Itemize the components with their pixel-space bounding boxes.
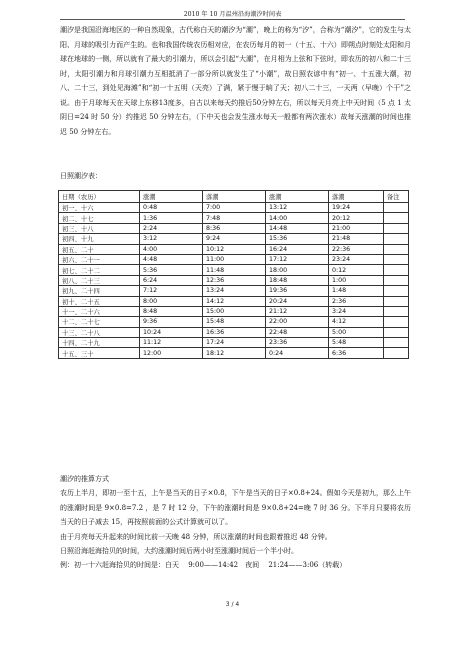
- table-header-row: [59, 191, 409, 203]
- cell-low-tide-1: 8:36: [203, 223, 266, 233]
- method-example: 例：初一十六赶海拾贝的时间是：白天 9:00——14:42 夜间 21:24——3:06（转载）: [60, 561, 347, 570]
- header-date: 日期（农历）: [59, 191, 140, 203]
- cell-notes: [384, 265, 409, 275]
- cell-notes: [384, 286, 409, 296]
- cell-notes: [384, 223, 409, 233]
- cell-low-tide-2: 4:12: [329, 317, 384, 327]
- cell-date: 初五、二十: [59, 244, 140, 254]
- cell-notes: [384, 296, 409, 306]
- cell-notes: [384, 244, 409, 254]
- table-row: [59, 244, 409, 254]
- cell-notes: [384, 203, 409, 213]
- cell-date: 初二、十七: [59, 213, 140, 223]
- cell-high-tide-1: 5:36: [140, 265, 203, 275]
- tide-table: [58, 190, 409, 359]
- cell-high-tide-1: 11:12: [140, 338, 203, 348]
- cell-high-tide-1: 8:48: [140, 306, 203, 316]
- cell-high-tide-2: 15:36: [266, 234, 329, 244]
- cell-high-tide-1: 2:24: [140, 223, 203, 233]
- table-row: [59, 213, 409, 223]
- cell-high-tide-1: 3:12: [140, 234, 203, 244]
- cell-low-tide-1: 16:36: [203, 327, 266, 337]
- method-paragraph-3: 日照沿海赶海拾贝的时间，大约涨潮时间后两小时至涨潮时间后一个半小时。: [60, 547, 298, 556]
- cell-high-tide-1: 4:00: [140, 244, 203, 254]
- cell-low-tide-2: 0:12: [329, 265, 384, 275]
- cell-high-tide-1: 9:36: [140, 317, 203, 327]
- cell-low-tide-2: 5:00: [329, 327, 384, 337]
- page-number: 3 / 4: [225, 601, 240, 608]
- cell-high-tide-1: 8:00: [140, 296, 203, 306]
- cell-high-tide-2: 14:48: [266, 223, 329, 233]
- cell-high-tide-1: 1:36: [140, 213, 203, 223]
- cell-high-tide-2: 19:36: [266, 286, 329, 296]
- cell-low-tide-1: 12:36: [203, 275, 266, 285]
- cell-date: 十五、三十: [59, 348, 140, 358]
- cell-low-tide-2: 21:00: [329, 223, 384, 233]
- cell-high-tide-2: 16:24: [266, 244, 329, 254]
- cell-date: 初一、十六: [59, 203, 140, 213]
- cell-low-tide-2: 2:36: [329, 296, 384, 306]
- cell-high-tide-2: 20:24: [266, 296, 329, 306]
- cell-low-tide-1: 7:00: [203, 203, 266, 213]
- cell-date: 十四、二十九: [59, 338, 140, 348]
- cell-low-tide-2: 1:48: [329, 286, 384, 296]
- table-row: [59, 348, 409, 358]
- cell-low-tide-2: 20:12: [329, 213, 384, 223]
- cell-high-tide-1: 12:00: [140, 348, 203, 358]
- cell-notes: [384, 348, 409, 358]
- calculation-method-section: [60, 472, 411, 573]
- cell-low-tide-2: 5:48: [329, 338, 384, 348]
- cell-high-tide-2: 18:00: [266, 265, 329, 275]
- cell-date: 初六、二十一: [59, 254, 140, 264]
- table-row: [59, 286, 409, 296]
- cell-date: 十三、二十八: [59, 327, 140, 337]
- cell-low-tide-1: 11:48: [203, 265, 266, 275]
- table-row: [59, 338, 409, 348]
- cell-high-tide-1: 4:48: [140, 254, 203, 264]
- table-row: [59, 296, 409, 306]
- cell-high-tide-2: 22:48: [266, 327, 329, 337]
- cell-notes: [384, 338, 409, 348]
- cell-low-tide-1: 17:24: [203, 338, 266, 348]
- cell-low-tide-1: 11:00: [203, 254, 266, 264]
- cell-high-tide-2: 22:00: [266, 317, 329, 327]
- cell-low-tide-1: 14:12: [203, 296, 266, 306]
- table-row: [59, 203, 409, 213]
- cell-low-tide-2: 6:36: [329, 348, 384, 358]
- cell-low-tide-1: 15:00: [203, 306, 266, 316]
- table-row: [59, 265, 409, 275]
- table-row: [59, 254, 409, 264]
- cell-high-tide-1: 7:12: [140, 286, 203, 296]
- cell-low-tide-2: 3:24: [329, 306, 384, 316]
- cell-high-tide-1: 10:24: [140, 327, 203, 337]
- cell-low-tide-2: 21:48: [329, 234, 384, 244]
- header-low-tide-1: 落潮: [203, 191, 266, 203]
- cell-notes: [384, 234, 409, 244]
- cell-low-tide-1: 10:12: [203, 244, 266, 254]
- method-paragraph-2: 由于月亮每天升起来的时间比前一天晚 48 分钟，所以涨潮的时间也跟着推迟 48 分钟。: [60, 532, 332, 541]
- method-paragraph-1: 农历上半月，即初一至十五，上午是当天的日子×0.8，下午是当天的日子×0.8+24。假如今天是初九，那么上午的涨潮时间是 9×0.8=7.2 ，是 7 时 12 分，下午的涨潮时间是 9×0.8+24=晚 7 时 36 分。下半月只要将农历当天的日子减去 15，再按照前面的公式计算就可以了。: [60, 489, 411, 527]
- cell-notes: [384, 317, 409, 327]
- table-row: [59, 317, 409, 327]
- cell-date: 十二、二十七: [59, 317, 140, 327]
- cell-date: 初八、二十三: [59, 275, 140, 285]
- table-row: [59, 275, 409, 285]
- header-divider: [60, 19, 405, 20]
- header-notes: 备注: [384, 191, 409, 203]
- cell-high-tide-2: 17:12: [266, 254, 329, 264]
- cell-low-tide-1: 18:12: [203, 348, 266, 358]
- cell-date: 十一、二十六: [59, 306, 140, 316]
- cell-low-tide-2: 23:24: [329, 254, 384, 264]
- cell-date: 初三、十八: [59, 223, 140, 233]
- cell-notes: [384, 254, 409, 264]
- cell-low-tide-2: 22:36: [329, 244, 384, 254]
- cell-low-tide-1: 9:24: [203, 234, 266, 244]
- cell-high-tide-2: 14:00: [266, 213, 329, 223]
- method-title: 潮汐的推算方式: [60, 475, 109, 483]
- cell-high-tide-2: 0:24: [266, 348, 329, 358]
- cell-high-tide-1: 0:48: [140, 203, 203, 213]
- intro-paragraph: 潮汐是我国沿海地区的一种自然现象，古代称白天的潮汐为“潮”，晚上的称为“汐”，合称为“潮汐”，它的发生与太阳、月球的吸引力而产生的。也和我国传统农历相对应，在农历每月的初一（十五、十六）即朔点时刻处太阳和月球在地球的一侧，所以就有了最大的引潮力，所以会引起“大潮”，在月相为上弦和下弦时，即农历的初八和二十三时，太阳引潮力和月球引潮力互相抵消了一部分所以就发生了“小潮”，故日照农谚中有“初一、十五涨大潮，初八、二十三，到处见海滩”和“初一十五明（天亮）了满，紧于慢于晌了天；初八二十三，一天两（早晚）个干”之说。由于月球每天在天球上东移13度多，自古以来每天约推后50分钟左右，所以每天月亮上中天时间（5 点 1 太阴日=24 时 50 分）约推迟 50 分钟左右，（下中天也会发生涨水每天一般都有两次涨水）故每天涨潮的时间也推迟 50 分钟左右。: [60, 26, 411, 136]
- cell-low-tide-2: 19:24: [329, 203, 384, 213]
- cell-notes: [384, 275, 409, 285]
- table-row: [59, 306, 409, 316]
- table-row: [59, 327, 409, 337]
- header-high-tide-1: 涨潮: [140, 191, 203, 203]
- cell-date: 初四、十九: [59, 234, 140, 244]
- page-header: 2010 年 10 月温州沿海潮汐时间表: [183, 11, 282, 18]
- cell-low-tide-1: 7:48: [203, 213, 266, 223]
- cell-date: 初九、二十四: [59, 286, 140, 296]
- cell-high-tide-2: 23:36: [266, 338, 329, 348]
- header-low-tide-2: 落潮: [329, 191, 384, 203]
- cell-high-tide-1: 6:24: [140, 275, 203, 285]
- cell-date: 初七、二十二: [59, 265, 140, 275]
- cell-notes: [384, 213, 409, 223]
- header-high-tide-2: 涨潮: [266, 191, 329, 203]
- cell-notes: [384, 306, 409, 316]
- cell-notes: [384, 327, 409, 337]
- cell-low-tide-2: 1:00: [329, 275, 384, 285]
- table-row: [59, 223, 409, 233]
- table-caption: 日照潮汐表：: [60, 172, 102, 180]
- cell-high-tide-2: 18:48: [266, 275, 329, 285]
- cell-date: 初十、二十五: [59, 296, 140, 306]
- table-row: [59, 234, 409, 244]
- cell-low-tide-1: 15:48: [203, 317, 266, 327]
- cell-high-tide-2: 13:12: [266, 203, 329, 213]
- cell-low-tide-1: 13:24: [203, 286, 266, 296]
- cell-high-tide-2: 21:12: [266, 306, 329, 316]
